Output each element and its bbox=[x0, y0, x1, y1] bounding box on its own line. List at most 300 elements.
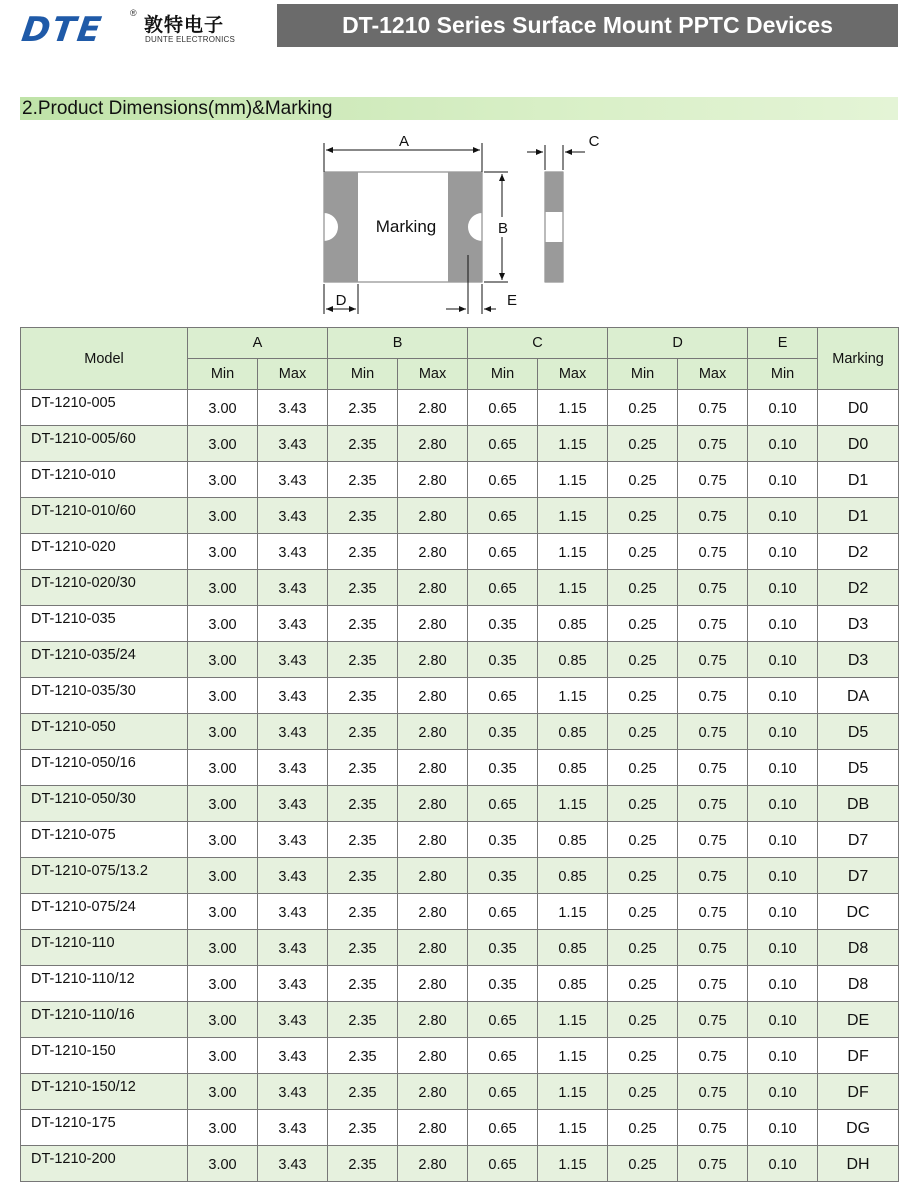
cell-a-min: 3.00 bbox=[188, 858, 258, 894]
cell-b-max: 2.80 bbox=[398, 714, 468, 750]
cell-model: DT-1210-110/16 bbox=[21, 1002, 188, 1038]
cell-d-max: 0.75 bbox=[678, 1002, 748, 1038]
cell-marking: D8 bbox=[818, 966, 899, 1002]
cell-b-min: 2.35 bbox=[328, 678, 398, 714]
cell-b-min: 2.35 bbox=[328, 1110, 398, 1146]
table-row bbox=[21, 678, 899, 714]
cell-c-min: 0.35 bbox=[468, 822, 538, 858]
cell-model: DT-1210-035 bbox=[21, 606, 188, 642]
dimensions-table bbox=[20, 327, 899, 1182]
cell-e-min: 0.10 bbox=[748, 1074, 818, 1110]
company-logo bbox=[19, 8, 252, 50]
side-terminal-bottom bbox=[545, 242, 563, 282]
subheader-c-min: Min bbox=[468, 359, 538, 390]
cell-b-max: 2.80 bbox=[398, 858, 468, 894]
dimension-c-label: C bbox=[588, 133, 600, 150]
cell-b-max: 2.80 bbox=[398, 498, 468, 534]
cell-a-min: 3.00 bbox=[188, 534, 258, 570]
cell-a-max: 3.43 bbox=[258, 786, 328, 822]
cell-d-max: 0.75 bbox=[678, 426, 748, 462]
cell-c-max: 0.85 bbox=[538, 930, 608, 966]
cell-d-min: 0.25 bbox=[608, 1074, 678, 1110]
subheader-d-min: Min bbox=[608, 359, 678, 390]
cell-c-min: 0.65 bbox=[468, 1146, 538, 1182]
cell-d-min: 0.25 bbox=[608, 534, 678, 570]
cell-c-max: 1.15 bbox=[538, 1110, 608, 1146]
cell-marking: D5 bbox=[818, 714, 899, 750]
cell-d-max: 0.75 bbox=[678, 606, 748, 642]
cell-e-min: 0.10 bbox=[748, 534, 818, 570]
cell-c-min: 0.35 bbox=[468, 858, 538, 894]
cell-b-min: 2.35 bbox=[328, 498, 398, 534]
cell-d-min: 0.25 bbox=[608, 678, 678, 714]
cell-b-max: 2.80 bbox=[398, 1038, 468, 1074]
column-header-e: E bbox=[748, 328, 818, 359]
cell-marking: DG bbox=[818, 1110, 899, 1146]
cell-marking: D7 bbox=[818, 858, 899, 894]
cell-a-max: 3.43 bbox=[258, 1002, 328, 1038]
cell-a-min: 3.00 bbox=[188, 498, 258, 534]
cell-marking: D3 bbox=[818, 606, 899, 642]
side-terminal-top bbox=[545, 172, 563, 212]
cell-a-max: 3.43 bbox=[258, 426, 328, 462]
cell-c-max: 1.15 bbox=[538, 390, 608, 426]
cell-model: DT-1210-020 bbox=[21, 534, 188, 570]
cell-a-max: 3.43 bbox=[258, 606, 328, 642]
cell-a-min: 3.00 bbox=[188, 1038, 258, 1074]
cell-b-max: 2.80 bbox=[398, 822, 468, 858]
column-header-a: A bbox=[188, 328, 328, 359]
cell-a-max: 3.43 bbox=[258, 930, 328, 966]
cell-a-max: 3.43 bbox=[258, 1146, 328, 1182]
cell-c-min: 0.35 bbox=[468, 930, 538, 966]
cell-c-max: 1.15 bbox=[538, 462, 608, 498]
cell-a-min: 3.00 bbox=[188, 930, 258, 966]
cell-a-max: 3.43 bbox=[258, 642, 328, 678]
cell-e-min: 0.10 bbox=[748, 642, 818, 678]
cell-c-max: 0.85 bbox=[538, 642, 608, 678]
column-header-model: Model bbox=[21, 328, 188, 390]
dimension-a-label: A bbox=[398, 133, 410, 150]
cell-b-max: 2.80 bbox=[398, 534, 468, 570]
cell-a-max: 3.43 bbox=[258, 678, 328, 714]
cell-d-min: 0.25 bbox=[608, 426, 678, 462]
cell-b-max: 2.80 bbox=[398, 1146, 468, 1182]
cell-marking: DC bbox=[818, 894, 899, 930]
cell-e-min: 0.10 bbox=[748, 570, 818, 606]
table-row bbox=[21, 930, 899, 966]
cell-marking: D3 bbox=[818, 642, 899, 678]
cell-b-max: 2.80 bbox=[398, 786, 468, 822]
cell-c-min: 0.65 bbox=[468, 426, 538, 462]
cell-c-max: 1.15 bbox=[538, 426, 608, 462]
cell-d-min: 0.25 bbox=[608, 642, 678, 678]
cell-a-max: 3.43 bbox=[258, 390, 328, 426]
cell-a-min: 3.00 bbox=[188, 642, 258, 678]
component-side-view bbox=[545, 172, 563, 282]
cell-e-min: 0.10 bbox=[748, 606, 818, 642]
dimension-d bbox=[324, 284, 358, 314]
cell-a-min: 3.00 bbox=[188, 1074, 258, 1110]
column-header-marking: Marking bbox=[818, 328, 899, 390]
cell-c-max: 1.15 bbox=[538, 534, 608, 570]
subheader-c-max: Max bbox=[538, 359, 608, 390]
table-row bbox=[21, 1146, 899, 1182]
cell-d-min: 0.25 bbox=[608, 786, 678, 822]
table-row bbox=[21, 498, 899, 534]
cell-a-min: 3.00 bbox=[188, 714, 258, 750]
cell-c-max: 0.85 bbox=[538, 822, 608, 858]
cell-d-min: 0.25 bbox=[608, 1002, 678, 1038]
cell-marking: D1 bbox=[818, 462, 899, 498]
cell-c-max: 1.15 bbox=[538, 570, 608, 606]
cell-c-min: 0.65 bbox=[468, 462, 538, 498]
subheader-b-min: Min bbox=[328, 359, 398, 390]
cell-a-min: 3.00 bbox=[188, 750, 258, 786]
cell-b-max: 2.80 bbox=[398, 966, 468, 1002]
cell-d-min: 0.25 bbox=[608, 858, 678, 894]
cell-c-max: 1.15 bbox=[538, 1038, 608, 1074]
cell-model: DT-1210-075/24 bbox=[21, 894, 188, 930]
table-row bbox=[21, 894, 899, 930]
table-row bbox=[21, 390, 899, 426]
cell-d-max: 0.75 bbox=[678, 714, 748, 750]
cell-a-max: 3.43 bbox=[258, 570, 328, 606]
logo-english-name: DUNTE ELECTRONICS bbox=[145, 35, 236, 44]
column-header-d: D bbox=[608, 328, 748, 359]
cell-marking: D1 bbox=[818, 498, 899, 534]
cell-d-max: 0.75 bbox=[678, 678, 748, 714]
cell-e-min: 0.10 bbox=[748, 930, 818, 966]
cell-d-min: 0.25 bbox=[608, 894, 678, 930]
cell-a-min: 3.00 bbox=[188, 606, 258, 642]
cell-a-max: 3.43 bbox=[258, 822, 328, 858]
cell-d-min: 0.25 bbox=[608, 1110, 678, 1146]
cell-e-min: 0.10 bbox=[748, 1146, 818, 1182]
cell-c-min: 0.35 bbox=[468, 750, 538, 786]
cell-d-min: 0.25 bbox=[608, 822, 678, 858]
subheader-a-min: Min bbox=[188, 359, 258, 390]
cell-d-min: 0.25 bbox=[608, 1146, 678, 1182]
cell-c-min: 0.35 bbox=[468, 642, 538, 678]
cell-marking: D5 bbox=[818, 750, 899, 786]
cell-b-max: 2.80 bbox=[398, 390, 468, 426]
cell-model: DT-1210-075/13.2 bbox=[21, 858, 188, 894]
cell-a-min: 3.00 bbox=[188, 966, 258, 1002]
cell-e-min: 0.10 bbox=[748, 390, 818, 426]
cell-d-max: 0.75 bbox=[678, 1110, 748, 1146]
cell-e-min: 0.10 bbox=[748, 462, 818, 498]
table-row bbox=[21, 1038, 899, 1074]
cell-a-min: 3.00 bbox=[188, 462, 258, 498]
cell-c-min: 0.65 bbox=[468, 534, 538, 570]
cell-c-min: 0.35 bbox=[468, 714, 538, 750]
dimension-drawing-svg bbox=[0, 125, 900, 325]
cell-b-max: 2.80 bbox=[398, 606, 468, 642]
cell-model: DT-1210-020/30 bbox=[21, 570, 188, 606]
cell-c-min: 0.65 bbox=[468, 1038, 538, 1074]
cell-b-min: 2.35 bbox=[328, 462, 398, 498]
cell-c-max: 0.85 bbox=[538, 750, 608, 786]
cell-e-min: 0.10 bbox=[748, 498, 818, 534]
cell-b-min: 2.35 bbox=[328, 1038, 398, 1074]
cell-a-max: 3.43 bbox=[258, 462, 328, 498]
cell-model: DT-1210-005 bbox=[21, 390, 188, 426]
cell-d-min: 0.25 bbox=[608, 966, 678, 1002]
cell-marking: D2 bbox=[818, 570, 899, 606]
cell-model: DT-1210-010/60 bbox=[21, 498, 188, 534]
cell-d-min: 0.25 bbox=[608, 606, 678, 642]
cell-b-max: 2.80 bbox=[398, 894, 468, 930]
document-title: DT-1210 Series Surface Mount PPTC Devices bbox=[277, 4, 898, 47]
cell-model: DT-1210-200 bbox=[21, 1146, 188, 1182]
dimension-b bbox=[484, 172, 510, 282]
table-row bbox=[21, 462, 899, 498]
cell-marking: DB bbox=[818, 786, 899, 822]
cell-c-min: 0.65 bbox=[468, 678, 538, 714]
dimension-d-label: D bbox=[335, 292, 347, 309]
table-row bbox=[21, 1002, 899, 1038]
table-row bbox=[21, 1110, 899, 1146]
cell-d-max: 0.75 bbox=[678, 642, 748, 678]
table-row bbox=[21, 714, 899, 750]
cell-d-max: 0.75 bbox=[678, 1038, 748, 1074]
table-row bbox=[21, 570, 899, 606]
cell-a-max: 3.43 bbox=[258, 1074, 328, 1110]
cell-a-min: 3.00 bbox=[188, 894, 258, 930]
cell-b-min: 2.35 bbox=[328, 1002, 398, 1038]
cell-e-min: 0.10 bbox=[748, 858, 818, 894]
cell-a-max: 3.43 bbox=[258, 534, 328, 570]
cell-c-max: 0.85 bbox=[538, 858, 608, 894]
cell-a-min: 3.00 bbox=[188, 1146, 258, 1182]
cell-b-min: 2.35 bbox=[328, 714, 398, 750]
cell-c-min: 0.65 bbox=[468, 894, 538, 930]
cell-d-max: 0.75 bbox=[678, 966, 748, 1002]
table-row bbox=[21, 858, 899, 894]
cell-b-min: 2.35 bbox=[328, 534, 398, 570]
table-row bbox=[21, 750, 899, 786]
cell-b-min: 2.35 bbox=[328, 1146, 398, 1182]
section-heading bbox=[20, 97, 898, 120]
marking-label: Marking bbox=[375, 217, 437, 236]
cell-b-min: 2.35 bbox=[328, 570, 398, 606]
cell-a-max: 3.43 bbox=[258, 714, 328, 750]
cell-b-max: 2.80 bbox=[398, 462, 468, 498]
cell-c-min: 0.35 bbox=[468, 606, 538, 642]
cell-b-min: 2.35 bbox=[328, 966, 398, 1002]
cell-b-max: 2.80 bbox=[398, 426, 468, 462]
cell-d-max: 0.75 bbox=[678, 390, 748, 426]
cell-b-min: 2.35 bbox=[328, 822, 398, 858]
cell-a-max: 3.43 bbox=[258, 1110, 328, 1146]
cell-d-max: 0.75 bbox=[678, 534, 748, 570]
cell-d-min: 0.25 bbox=[608, 750, 678, 786]
cell-d-min: 0.25 bbox=[608, 1038, 678, 1074]
cell-c-min: 0.65 bbox=[468, 1110, 538, 1146]
cell-d-min: 0.25 bbox=[608, 570, 678, 606]
cell-b-min: 2.35 bbox=[328, 426, 398, 462]
cell-a-max: 3.43 bbox=[258, 894, 328, 930]
cell-marking: D0 bbox=[818, 390, 899, 426]
subheader-b-max: Max bbox=[398, 359, 468, 390]
subheader-d-max: Max bbox=[678, 359, 748, 390]
cell-d-min: 0.25 bbox=[608, 462, 678, 498]
cell-e-min: 0.10 bbox=[748, 426, 818, 462]
cell-d-max: 0.75 bbox=[678, 1074, 748, 1110]
cell-a-max: 3.43 bbox=[258, 858, 328, 894]
cell-c-max: 1.15 bbox=[538, 678, 608, 714]
cell-c-max: 1.15 bbox=[538, 1146, 608, 1182]
cell-d-max: 0.75 bbox=[678, 462, 748, 498]
cell-marking: D8 bbox=[818, 930, 899, 966]
cell-model: DT-1210-005/60 bbox=[21, 426, 188, 462]
cell-d-min: 0.25 bbox=[608, 714, 678, 750]
cell-b-max: 2.80 bbox=[398, 1110, 468, 1146]
cell-d-max: 0.75 bbox=[678, 498, 748, 534]
column-header-c: C bbox=[468, 328, 608, 359]
cell-c-max: 0.85 bbox=[538, 966, 608, 1002]
cell-a-min: 3.00 bbox=[188, 570, 258, 606]
cell-c-max: 1.15 bbox=[538, 498, 608, 534]
cell-model: DT-1210-150/12 bbox=[21, 1074, 188, 1110]
subheader-a-max: Max bbox=[258, 359, 328, 390]
dimension-c bbox=[527, 133, 600, 170]
cell-marking: DF bbox=[818, 1038, 899, 1074]
cell-c-max: 1.15 bbox=[538, 1074, 608, 1110]
table-header bbox=[21, 328, 899, 390]
component-top-view bbox=[324, 172, 482, 282]
cell-d-max: 0.75 bbox=[678, 930, 748, 966]
cell-marking: D0 bbox=[818, 426, 899, 462]
cell-marking: D2 bbox=[818, 534, 899, 570]
cell-c-min: 0.35 bbox=[468, 966, 538, 1002]
cell-c-min: 0.65 bbox=[468, 498, 538, 534]
cell-e-min: 0.10 bbox=[748, 894, 818, 930]
cell-c-max: 1.15 bbox=[538, 1002, 608, 1038]
cell-c-max: 0.85 bbox=[538, 606, 608, 642]
cell-c-min: 0.65 bbox=[468, 390, 538, 426]
cell-d-min: 0.25 bbox=[608, 390, 678, 426]
cell-model: DT-1210-010 bbox=[21, 462, 188, 498]
cell-marking: DE bbox=[818, 1002, 899, 1038]
cell-b-max: 2.80 bbox=[398, 750, 468, 786]
cell-d-max: 0.75 bbox=[678, 894, 748, 930]
table-row bbox=[21, 822, 899, 858]
table-row bbox=[21, 426, 899, 462]
cell-c-min: 0.65 bbox=[468, 570, 538, 606]
cell-e-min: 0.10 bbox=[748, 822, 818, 858]
cell-c-min: 0.65 bbox=[468, 1002, 538, 1038]
cell-model: DT-1210-050/16 bbox=[21, 750, 188, 786]
cell-model: DT-1210-110/12 bbox=[21, 966, 188, 1002]
cell-b-min: 2.35 bbox=[328, 606, 398, 642]
cell-b-min: 2.35 bbox=[328, 1074, 398, 1110]
cell-b-max: 2.80 bbox=[398, 570, 468, 606]
table-row bbox=[21, 966, 899, 1002]
cell-b-min: 2.35 bbox=[328, 894, 398, 930]
table-row bbox=[21, 642, 899, 678]
cell-e-min: 0.10 bbox=[748, 1038, 818, 1074]
cell-marking: DF bbox=[818, 1074, 899, 1110]
table-row bbox=[21, 534, 899, 570]
cell-a-min: 3.00 bbox=[188, 678, 258, 714]
cell-model: DT-1210-035/30 bbox=[21, 678, 188, 714]
cell-a-min: 3.00 bbox=[188, 390, 258, 426]
cell-b-max: 2.80 bbox=[398, 1074, 468, 1110]
cell-b-min: 2.35 bbox=[328, 858, 398, 894]
cell-model: DT-1210-035/24 bbox=[21, 642, 188, 678]
cell-model: DT-1210-110 bbox=[21, 930, 188, 966]
column-header-b: B bbox=[328, 328, 468, 359]
cell-a-min: 3.00 bbox=[188, 1002, 258, 1038]
cell-e-min: 0.10 bbox=[748, 678, 818, 714]
cell-e-min: 0.10 bbox=[748, 1110, 818, 1146]
dimension-drawing bbox=[0, 125, 900, 325]
table-body bbox=[21, 390, 899, 1182]
cell-c-max: 1.15 bbox=[538, 894, 608, 930]
cell-c-min: 0.65 bbox=[468, 786, 538, 822]
cell-a-max: 3.43 bbox=[258, 750, 328, 786]
cell-model: DT-1210-050/30 bbox=[21, 786, 188, 822]
cell-d-max: 0.75 bbox=[678, 858, 748, 894]
cell-model: DT-1210-050 bbox=[21, 714, 188, 750]
cell-e-min: 0.10 bbox=[748, 714, 818, 750]
cell-b-min: 2.35 bbox=[328, 390, 398, 426]
cell-model: DT-1210-150 bbox=[21, 1038, 188, 1074]
cell-e-min: 0.10 bbox=[748, 1002, 818, 1038]
logo-wordmark: DTE bbox=[19, 10, 106, 50]
cell-b-min: 2.35 bbox=[328, 786, 398, 822]
cell-d-max: 0.75 bbox=[678, 570, 748, 606]
cell-e-min: 0.10 bbox=[748, 750, 818, 786]
cell-b-max: 2.80 bbox=[398, 642, 468, 678]
cell-a-min: 3.00 bbox=[188, 1110, 258, 1146]
cell-e-min: 0.10 bbox=[748, 966, 818, 1002]
cell-a-max: 3.43 bbox=[258, 966, 328, 1002]
cell-c-min: 0.65 bbox=[468, 1074, 538, 1110]
table-row bbox=[21, 606, 899, 642]
table-row bbox=[21, 786, 899, 822]
cell-e-min: 0.10 bbox=[748, 786, 818, 822]
registered-mark: ® bbox=[130, 8, 137, 18]
cell-d-max: 0.75 bbox=[678, 822, 748, 858]
cell-b-max: 2.80 bbox=[398, 1002, 468, 1038]
cell-b-min: 2.35 bbox=[328, 930, 398, 966]
subheader-e-min: Min bbox=[748, 359, 818, 390]
cell-d-max: 0.75 bbox=[678, 786, 748, 822]
cell-a-max: 3.43 bbox=[258, 1038, 328, 1074]
cell-b-min: 2.35 bbox=[328, 750, 398, 786]
cell-d-min: 0.25 bbox=[608, 930, 678, 966]
cell-marking: D7 bbox=[818, 822, 899, 858]
cell-marking: DA bbox=[818, 678, 899, 714]
cell-d-min: 0.25 bbox=[608, 498, 678, 534]
cell-b-max: 2.80 bbox=[398, 930, 468, 966]
cell-c-max: 0.85 bbox=[538, 714, 608, 750]
dimension-b-label: B bbox=[497, 220, 509, 237]
logo-chinese-name: 敦特电子 bbox=[144, 14, 225, 36]
cell-marking: DH bbox=[818, 1146, 899, 1182]
section-heading-text: 2.Product Dimensions(mm)&Marking bbox=[22, 98, 333, 119]
cell-d-max: 0.75 bbox=[678, 1146, 748, 1182]
cell-d-max: 0.75 bbox=[678, 750, 748, 786]
cell-b-max: 2.80 bbox=[398, 678, 468, 714]
dimension-e-label: E bbox=[506, 292, 518, 309]
cell-b-min: 2.35 bbox=[328, 642, 398, 678]
dimension-a bbox=[324, 133, 482, 172]
cell-a-min: 3.00 bbox=[188, 786, 258, 822]
